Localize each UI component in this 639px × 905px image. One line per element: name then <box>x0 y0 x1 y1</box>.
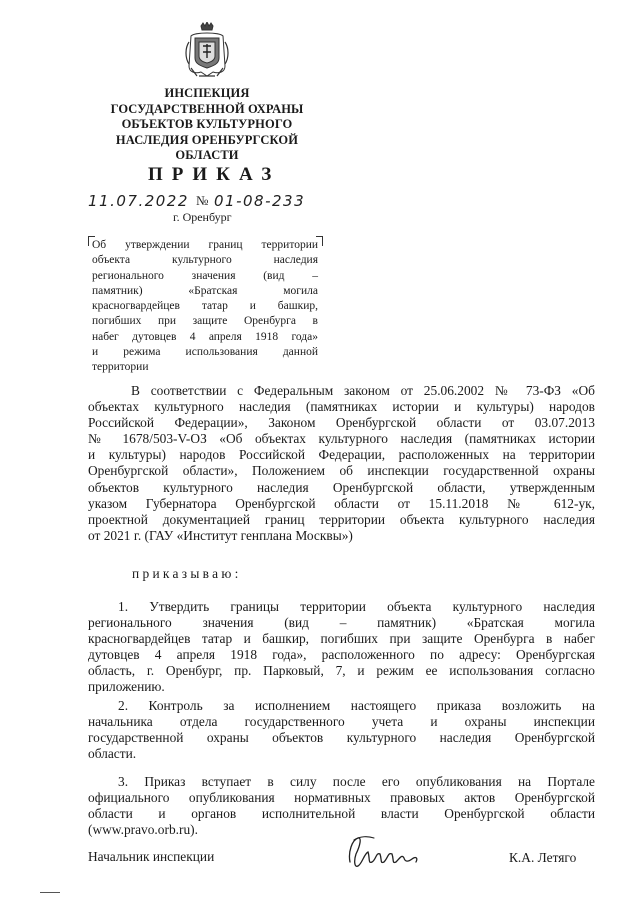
item-line: области. <box>88 746 137 762</box>
handwritten-date: 11.07.2022 <box>88 192 189 210</box>
number-sign: № <box>196 193 209 208</box>
order-word: приказываю: <box>132 566 242 581</box>
subject-line: и режима использования данной <box>92 346 318 359</box>
subject-line: регионального значения (вид – <box>92 269 318 282</box>
coat-of-arms-icon <box>185 22 229 80</box>
preamble-line: объектов культурного наследия Оренбургской области, утвержденным <box>88 479 595 495</box>
item-line: красногвардейцев татар и башкир, погибших при защите Оренбурга в набег <box>88 631 595 647</box>
org-line: ОБЛАСТИ <box>175 148 239 162</box>
org-line: ГОСУДАРСТВЕННОЙ ОХРАНЫ <box>110 101 304 116</box>
item-line: области и органов исполнительной власти Оренбургской области <box>88 806 595 822</box>
subject-line: территории <box>92 361 149 374</box>
order-item-3 <box>88 774 595 838</box>
item-line: государственной охраны объектов культурного наследия Оренбургской <box>88 730 595 746</box>
order-subject <box>92 238 318 376</box>
item-line: приложению. <box>88 679 165 695</box>
org-line: ОБЪЕКТОВ КУЛЬТУРНОГО <box>121 117 293 131</box>
item-line: дутовцев 4 апреля 1918 года», расположенного по адресу: Оренбургская <box>88 647 595 663</box>
preamble-line: проектной документацией границ территории объекта культурного наследия <box>88 511 595 527</box>
item-line: начальника отдела государственного учета и охраны инспекции <box>88 714 595 730</box>
item-line: регионального значения (вид – памятник) «Братская могила <box>88 615 595 631</box>
preamble-line: Оренбургской области», Положением об инспекции государственной охраны <box>88 463 595 479</box>
org-line: ИНСПЕКЦИЯ <box>164 86 250 100</box>
preamble-line: Российской Федерации», Законом Оренбургской области от 03.07.2013 <box>88 415 595 431</box>
preamble-line: от 2021 г. (ГАУ «Институт генплана Москвы») <box>88 527 353 543</box>
signatory-title: Начальник инспекции <box>88 849 215 864</box>
preamble-line: объектах культурного наследия (памятниках истории и культуры) народов <box>88 399 595 415</box>
subject-line: красногвардейцев татар и башкир, <box>92 300 318 313</box>
subject-line: погибших при защите Оренбурга в <box>92 315 318 328</box>
preamble-line: В соответствии с Федеральным законом от 25.06.2002 № 73-ФЗ «Об <box>131 383 595 398</box>
city-label: г. Оренбург <box>173 210 232 224</box>
preamble-paragraph <box>88 383 595 544</box>
footer-divider <box>40 892 60 893</box>
item-line: 1. Утвердить границы территории объекта культурного наследия <box>118 599 595 614</box>
handwritten-signature <box>342 832 424 874</box>
document-type-title: ПРИКАЗ <box>148 164 281 185</box>
order-item-1 <box>88 599 595 696</box>
preamble-line: указом Губернатора Оренбургской области от 15.11.2018 № 612-ук, <box>88 495 595 511</box>
signatory-name: К.А. Летяго <box>509 850 577 865</box>
preamble-line: № 1678/503-V-ОЗ «Об объектах культурного наследия (памятниках истории <box>88 431 595 447</box>
handwritten-order-number: 01-08-233 <box>214 192 306 210</box>
item-line: (www.pravo.orb.ru). <box>88 822 198 838</box>
preamble-line: и культуры) народов Российской Федерации, расположенных на территории <box>88 447 595 463</box>
item-line: 3. Приказ вступает в силу после его опубликования на Портале <box>118 774 595 789</box>
order-item-2 <box>88 698 595 762</box>
subject-line: Об утверждении границ территории <box>92 239 318 251</box>
item-line: область, г. Оренбург, пр. Парковый, 7, и режим ее использования согласно <box>88 663 595 679</box>
subject-line: памятник) «Братская могила <box>92 284 318 297</box>
issuing-organization <box>100 86 314 164</box>
item-line: 2. Контроль за исполнением настоящего приказа возложить на <box>118 698 595 713</box>
subject-line: набег дутовцев 4 апреля 1918 года» <box>92 330 318 343</box>
subject-line: объекта культурного наследия <box>92 254 318 267</box>
item-line: официального опубликования нормативных правовых актов Оренбургской <box>88 790 595 806</box>
org-line: НАСЛЕДИЯ ОРЕНБУРГСКОЙ <box>115 132 299 147</box>
